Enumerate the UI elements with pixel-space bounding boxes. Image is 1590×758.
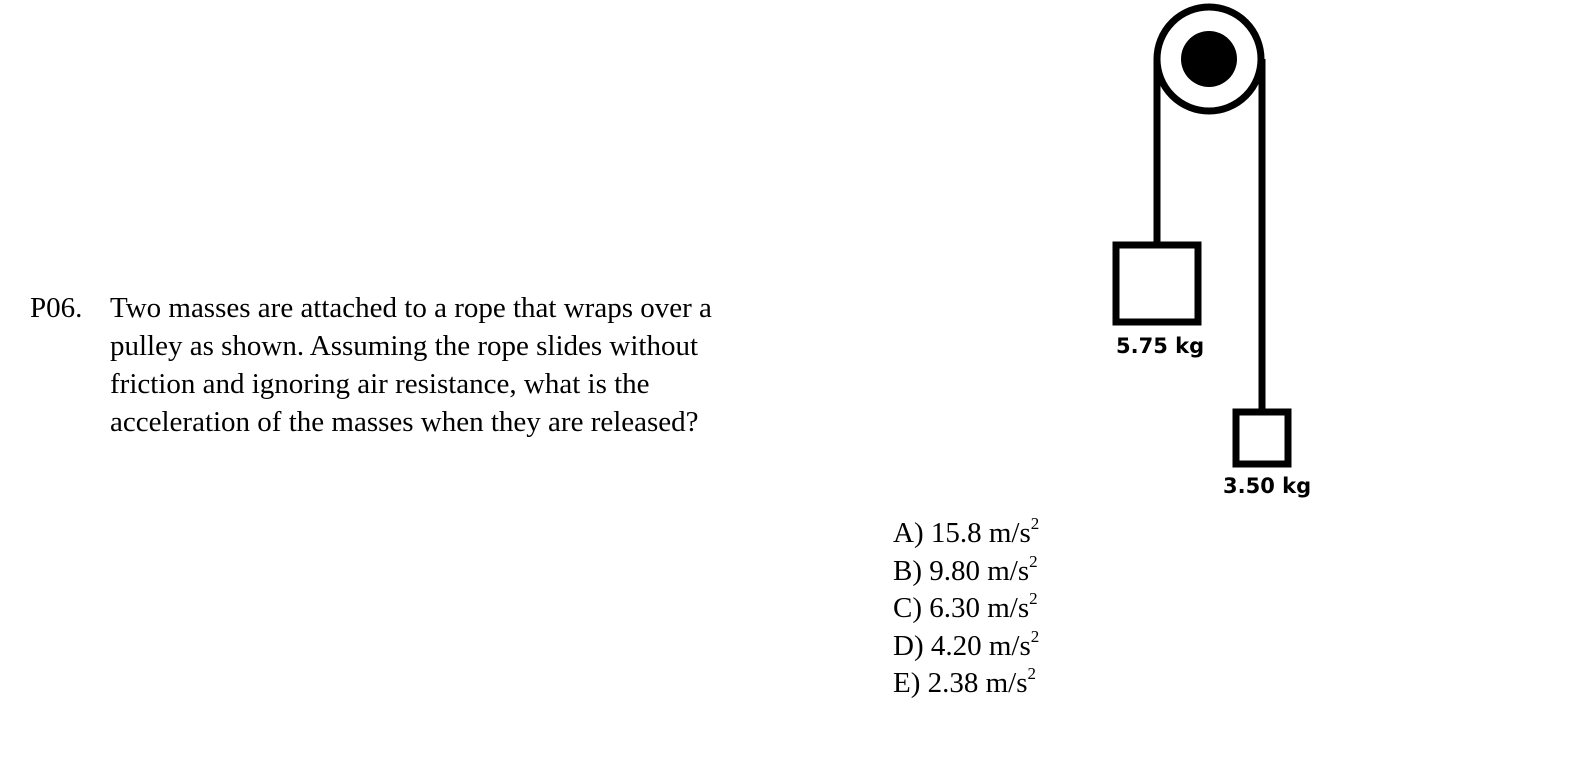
choice-value: 2.38	[927, 667, 979, 699]
left-mass-block	[1116, 245, 1198, 322]
choice-letter: B)	[893, 554, 922, 587]
choice-value: 9.80	[929, 554, 980, 587]
question-number: P06.	[30, 292, 83, 324]
choice-unit: m/s	[987, 592, 1030, 624]
answer-choices	[893, 515, 1039, 703]
choice-letter: D)	[893, 629, 924, 662]
choice-exponent: 2	[1030, 514, 1040, 533]
choice-exponent: 2	[1027, 664, 1037, 683]
choice-exponent: 2	[1029, 589, 1038, 608]
question-text: Two masses are attached to a rope that wraps over a pulley as shown. Assuming the rope slides without friction and ignoring air resistance, what is the acceleration of the masses when they are released?	[110, 292, 712, 438]
choice-e	[893, 665, 1039, 703]
choice-unit: m/s	[988, 629, 1031, 662]
choice-value: 4.20	[930, 629, 982, 662]
pulley-axle	[1181, 31, 1237, 87]
choice-letter: C)	[893, 592, 922, 624]
right-mass-label: 3.50 kg	[1223, 474, 1312, 498]
choice-letter: A)	[893, 517, 924, 549]
choice-d	[893, 628, 1039, 666]
right-mass-block	[1236, 412, 1288, 464]
choice-value: 15.8	[930, 517, 982, 549]
choice-a	[893, 515, 1039, 553]
choice-value: 6.30	[929, 592, 980, 624]
choice-b	[893, 553, 1039, 591]
choice-c	[893, 590, 1039, 628]
choice-unit: m/s	[987, 554, 1030, 587]
left-mass-label: 5.75 kg	[1116, 334, 1205, 358]
choice-unit: m/s	[985, 667, 1028, 699]
choice-letter: E)	[893, 667, 921, 699]
choice-exponent: 2	[1029, 551, 1038, 571]
question-block	[30, 289, 750, 441]
choice-unit: m/s	[988, 517, 1031, 549]
choice-exponent: 2	[1030, 626, 1040, 646]
